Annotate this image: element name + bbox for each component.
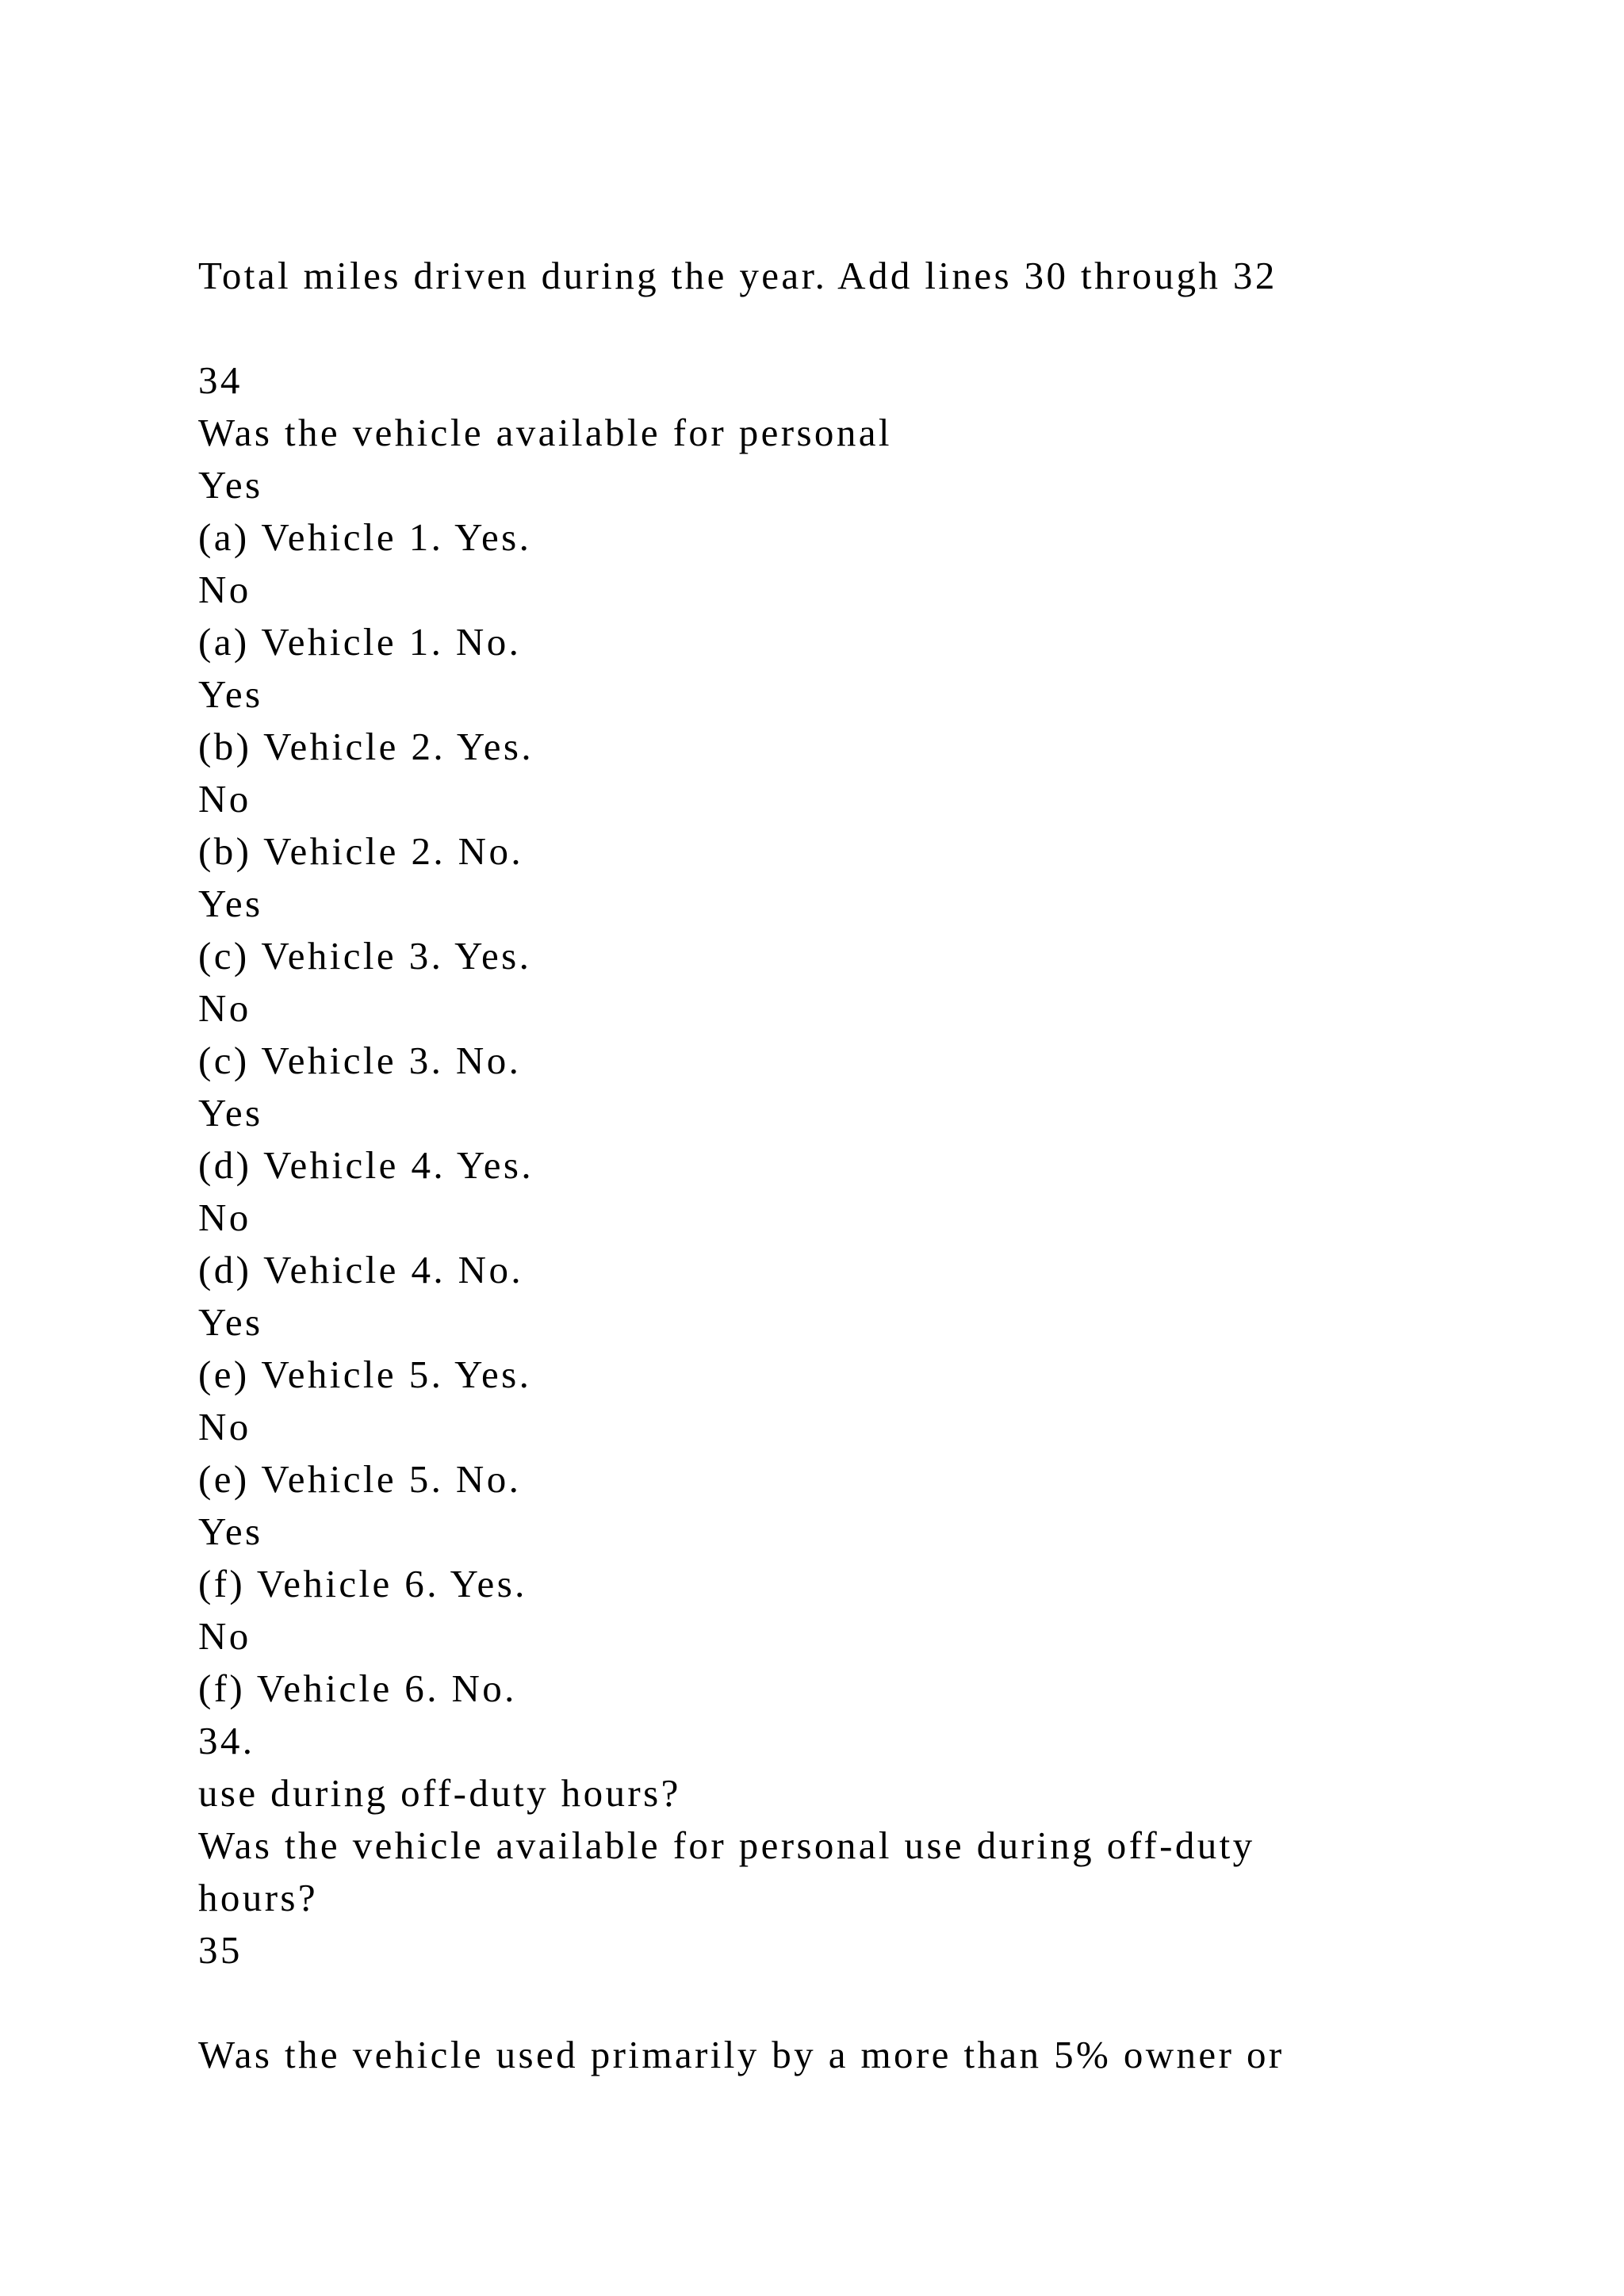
line-question-owner: Was the vehicle used primarily by a more than 5% owner or (198, 2033, 1285, 2076)
option-vehicle-3-yes: (c) Vehicle 3. Yes. (198, 934, 532, 978)
option-yes: Yes (198, 672, 263, 716)
option-vehicle-2-no: (b) Vehicle 2. No. (198, 829, 524, 873)
line-off-duty-fragment: use during off-duty hours? (198, 1771, 681, 1815)
line-hours: hours? (198, 1876, 319, 1919)
option-vehicle-5-no: (e) Vehicle 5. No. (198, 1457, 522, 1501)
line-number-34: 34 (198, 358, 243, 402)
option-vehicle-3-no: (c) Vehicle 3. No. (198, 1039, 522, 1082)
line-total-miles: Total miles driven during the year. Add lines 30 through 32 (198, 254, 1277, 297)
option-yes: Yes (198, 1091, 263, 1135)
option-vehicle-1-no: (a) Vehicle 1. No. (198, 620, 522, 664)
line-question-personal: Was the vehicle available for personal (198, 411, 892, 454)
option-yes: Yes (198, 1300, 263, 1344)
line-number-34-dot: 34. (198, 1719, 255, 1762)
option-vehicle-6-yes: (f) Vehicle 6. Yes. (198, 1562, 527, 1605)
option-no: No (198, 1614, 251, 1658)
option-vehicle-4-yes: (d) Vehicle 4. Yes. (198, 1143, 534, 1187)
option-yes: Yes (198, 463, 263, 507)
option-vehicle-2-yes: (b) Vehicle 2. Yes. (198, 725, 534, 768)
option-no: No (198, 986, 251, 1030)
option-yes: Yes (198, 1510, 263, 1553)
option-no: No (198, 777, 251, 821)
option-no: No (198, 568, 251, 611)
option-vehicle-1-yes: (a) Vehicle 1. Yes. (198, 515, 532, 559)
line-number-35: 35 (198, 1928, 243, 1972)
option-yes: Yes (198, 882, 263, 925)
option-vehicle-4-no: (d) Vehicle 4. No. (198, 1248, 524, 1292)
line-question-off-duty: Was the vehicle available for personal use during off-duty (198, 1823, 1255, 1867)
option-vehicle-5-yes: (e) Vehicle 5. Yes. (198, 1353, 532, 1396)
option-no: No (198, 1405, 251, 1448)
option-vehicle-6-no: (f) Vehicle 6. No. (198, 1667, 517, 1710)
option-no: No (198, 1196, 251, 1239)
